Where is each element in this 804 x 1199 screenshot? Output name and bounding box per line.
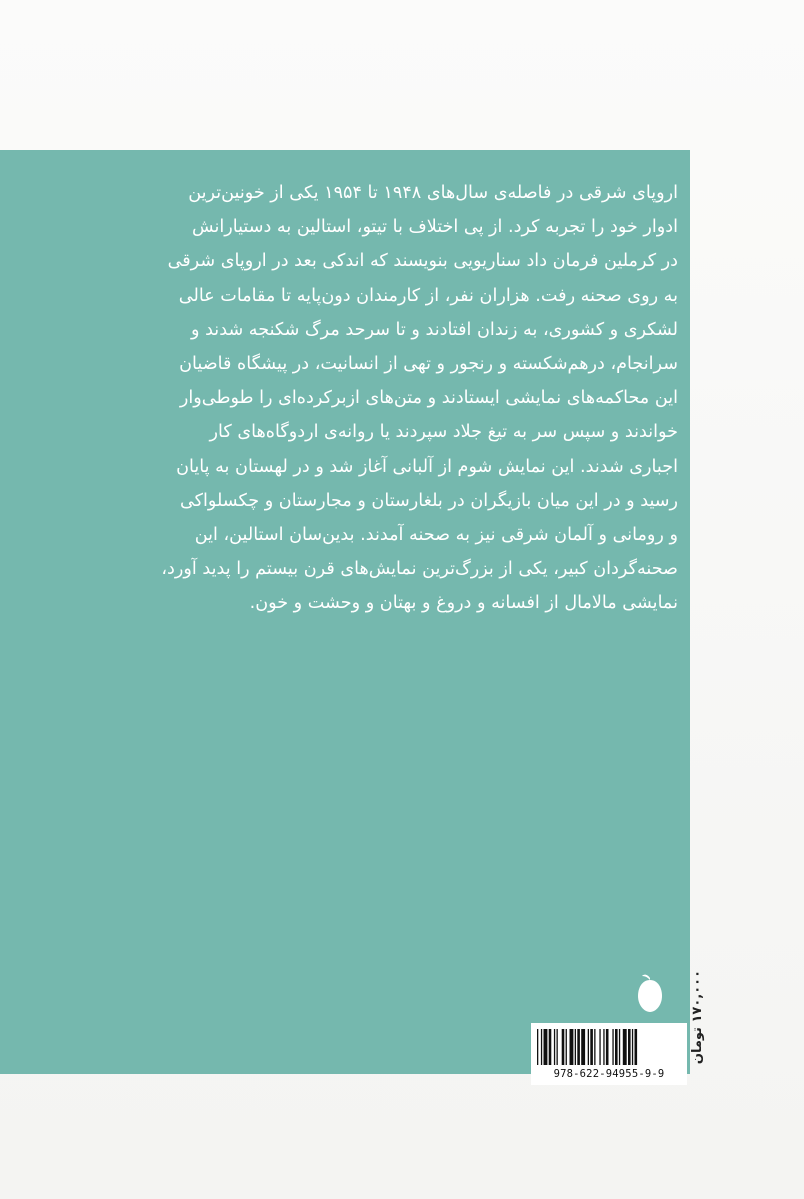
barcode-bar <box>623 1029 627 1065</box>
barcode-bar <box>594 1029 595 1065</box>
blurb-line: نمایشی مالامال از افسانه و دروغ و بهتان و وحشت و خون. <box>249 593 678 614</box>
barcode-bar <box>537 1029 538 1065</box>
blurb-line: سرانجام، درهم‌شکسته و رنجور و تهی از انسانیت، در پیشگاه قاضیان <box>179 354 678 375</box>
barcode-bar <box>544 1029 548 1065</box>
barcode-bar <box>603 1029 604 1065</box>
blurb-line: خواندند و سپس سر به تیغ جلاد سپردند یا روانه‌ی اردوگاه‌های کار <box>209 422 678 443</box>
barcode-bar <box>628 1029 631 1065</box>
barcode-bar <box>554 1029 555 1065</box>
blurb-line: اروپای شرقی در فاصله‌ی سال‌های ۱۹۴۸ تا ۱۹۵۴ یکی از خونین‌ترین <box>188 183 678 203</box>
barcode-bar <box>575 1029 576 1065</box>
barcode-bar <box>612 1029 613 1065</box>
blurb-line: در کرملین فرمان داد سناریویی بنویسند که اندکی بعد در اروپای شرقی <box>167 251 678 272</box>
barcode-bar <box>588 1029 589 1065</box>
barcode-bar <box>541 1029 542 1065</box>
blurb-line: لشکری و کشوری، به زندان افتادند و تا سرحد مرگ شکنجه شدند و <box>190 319 678 340</box>
blurb-line: رسید و در این میان بازیگران در بلغارستان و مجارستان و چکسلواکی <box>179 490 678 511</box>
barcode-bar <box>632 1029 633 1065</box>
barcode <box>531 1023 687 1085</box>
price-label: ۱۷۰,۰۰۰ تومان <box>690 970 705 1065</box>
isbn-number: 978-622-94955-9-9 <box>553 1068 665 1080</box>
barcode-bars <box>537 1029 681 1065</box>
barcode-bar <box>635 1029 638 1065</box>
blurb-line: اجباری شدند. این نمایش شوم از آلبانی آغاز شد و در لهستان به پایان <box>176 456 678 477</box>
blurb-line: ادوار خود را تجربه کرد. از پی اختلاف با تیتو، استالین به دستیارانش <box>192 217 678 238</box>
barcode-bar <box>549 1029 552 1065</box>
barcode-bar <box>562 1029 565 1065</box>
blurb-line: و رومانی و آلمان شرقی نیز به صحنه آمدند. بدین‌سان استالین، این <box>194 525 678 546</box>
barcode-bar <box>557 1029 558 1065</box>
barcode-bar <box>619 1029 620 1065</box>
barcode-bar <box>577 1029 580 1065</box>
blurb-line: به روی صحنه رفت. هزاران نفر، از کارمندان دون‌پایه تا مقامات عالی <box>178 285 678 306</box>
barcode-bar <box>606 1029 609 1065</box>
barcode-bar <box>615 1029 618 1065</box>
barcode-bar <box>570 1029 574 1065</box>
blurb-line: این محاکمه‌های نمایشی ایستادند و متن‌های ازبرکرده‌ای را طوطی‌وار <box>179 388 678 409</box>
barcode-bar <box>566 1029 567 1065</box>
barcode-bar <box>590 1029 593 1065</box>
barcode-bar <box>599 1029 600 1065</box>
book-blurb <box>32 176 678 621</box>
blurb-line: صحنه‌گردان کبیر، یکی از بزرگ‌ترین نمایش‌های قرن بیستم را پدید آورد، <box>161 559 678 580</box>
barcode-bar <box>581 1029 585 1065</box>
